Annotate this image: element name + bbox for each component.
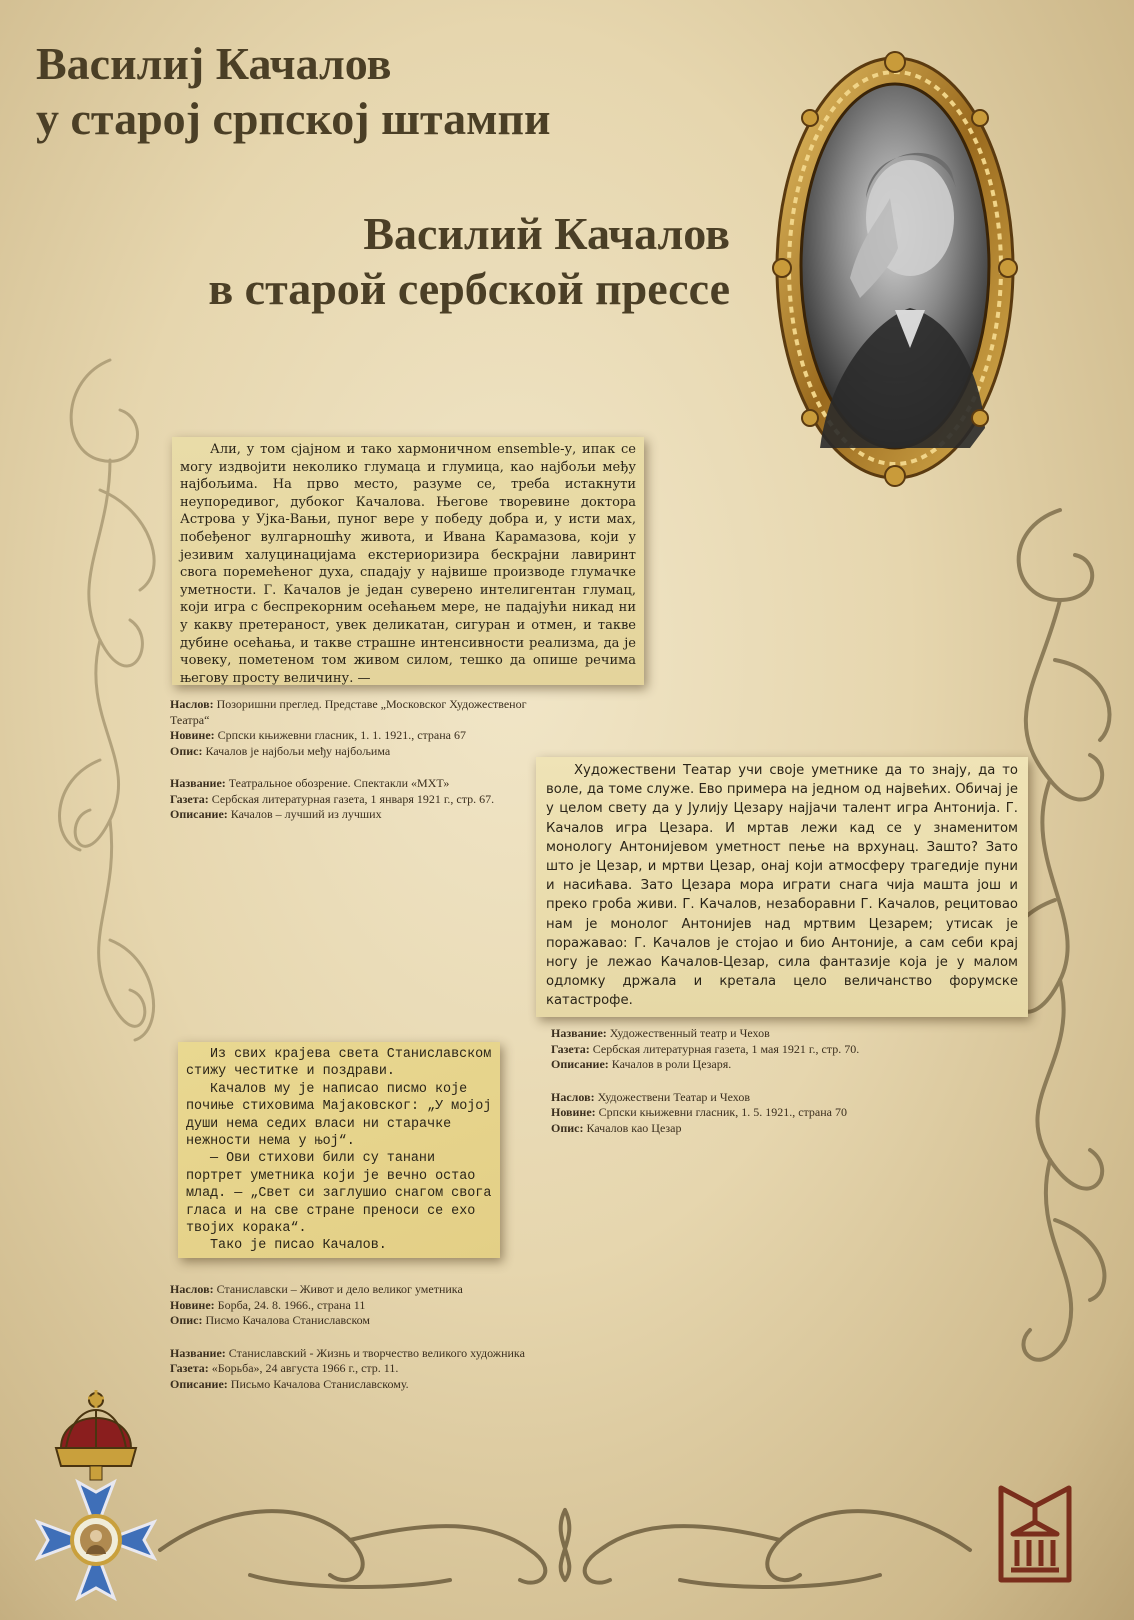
newspaper-clipping-2 xyxy=(536,757,1028,1017)
clipping-2-text: Художествени Театар учи своје уметнике да то знају, да то воле, да томе служе. Ево примера на једном од највећих. Обичај је у целом свету да у Јулију Цезару најјачи талент игра Антонија. Г. Качалов игра Цезара. И мртав лежи кад се у знаменитом монологу Антонијевом уметност пење на врхунац. Зашто? Зато што је Цезар, и мртви Цезар, онај који атмосферу трагедије пуни и насићава. Зато Цезара мора играти снага чија машта још и преко гроба живи. Г. Качалов, незаборавни Г. Качалов, рецитовао нам је монолог Антонијев над мртвим Цезарем; утисак је поражавао: Г. Качалов је стојао и био Антоније, а сам себи крај ногу је лежао Качалов-Цезар, сила фантазије која је у малом одломку држала и кретала цело величанство форумске катастрофе. xyxy=(546,763,1018,1009)
newspaper-clipping-1 xyxy=(172,437,644,685)
title-serbian-line2: у старој српској штампи xyxy=(36,93,551,145)
newspaper-clipping-3 xyxy=(178,1042,500,1258)
caption-1-russian: Название: Театральное обозрение. Спектакли «МХТ» Газета: Сербская литературная газета, 1 января 1921 г., стр. 67. Описание: Качалов – лучший из лучших xyxy=(170,776,495,821)
left-swirl-ornament-icon xyxy=(40,340,180,1100)
title-russian-line1: Василий Качалов xyxy=(363,208,730,259)
library-logo-icon xyxy=(997,1484,1073,1584)
caption-2 xyxy=(551,1026,991,1153)
caption-1-serbian: Наслов: Позоришни преглед. Представе „Московског Художественог Театра“ Новине: Српски књижевни гласник, 1. 1. 1921., страна 67 Опис: Качалов је најбољи међу најбољима xyxy=(170,697,527,758)
caption-2-russian: Название: Художественный театр и Чехов Газета: Сербская литературная газета, 1 мая 1921 г., стр. 70. Описание: Качалов в роли Цезаря. xyxy=(551,1026,860,1071)
clipping-3-para-4: Тако је писао Качалов. xyxy=(210,1238,387,1254)
caption-3-serbian: Наслов: Станиславски – Живот и дело великог уметника Новине: Борба, 24. 8. 1966., страна 11 Опис: Писмо Качалова Станиславском xyxy=(170,1282,463,1327)
caption-1 xyxy=(170,697,540,840)
clipping-3-para-2: Качалов му је написао писмо које почиње стиховима Мајаковског: „У мојој души нема седих власи ни старачке нежности нема у њој“. xyxy=(186,1081,492,1150)
clipping-1-text: Али, у том сјајном и тако хармоничном ensemble-у, ипак се могу издвојити неколико глумаца и глумица, као најбољи међу најбољима. На прво место, разуме се, треба истакнути неупоредивог, дубоког Качалова. Његове творевине доктора Астрова у Ујка-Вањи, пуног вере у победу добра и, у исти мах, побеђеног вулгарношћу живота, и Ивана Карамазова, који у језивим халуцинацијама екстериоризира бескрајни лавиринт свога поремећеног духа, спадају у највише производе глумачке уметности. Г. Качалов је један суверено интелигентан глумац, који игра с беспрекорним осећањем мере, не падајући никад ни у какву претераност, увек деликатан, сигуран и отмен, и такве дубине осећања, и такве страшне интенсивности реализма, да је човеку, пометеном том живом силом, тешко да опише речима његову просту величину. — xyxy=(180,442,636,686)
bottom-swirl-ornament-icon xyxy=(150,1480,980,1600)
title-russian xyxy=(208,206,730,316)
caption-2-serbian: Наслов: Художествени Театар и Чехов Новине: Српски књижевни гласник, 1. 5. 1921., страна 70 Опис: Качалов као Цезар xyxy=(551,1089,847,1135)
clipping-3-para-1: Из свих крајева света Станиславском стижу честитке и поздрави. xyxy=(186,1047,492,1080)
clipping-3-para-3: — Ови стихови били су танани портрет уметника који је вечно остао млад. — „Свет си заглушио снагом свога гласа и на све стране преноси се ехо твојих корака“. xyxy=(186,1151,492,1237)
order-medal-icon xyxy=(16,1388,176,1613)
caption-3 xyxy=(170,1282,610,1409)
portrait-frame xyxy=(770,48,1020,488)
title-russian-line2: в старой сербской прессе xyxy=(208,263,730,315)
title-serbian-line1: Василиј Качалов xyxy=(36,38,392,89)
title-serbian xyxy=(36,36,550,146)
caption-3-russian: Название: Станиславский - Жизнь и творчество великого художника Газета: «Борьба», 24 августа 1966 г., стр. 11. Описание: Письмо Качалова Станиславскому. xyxy=(170,1345,525,1391)
